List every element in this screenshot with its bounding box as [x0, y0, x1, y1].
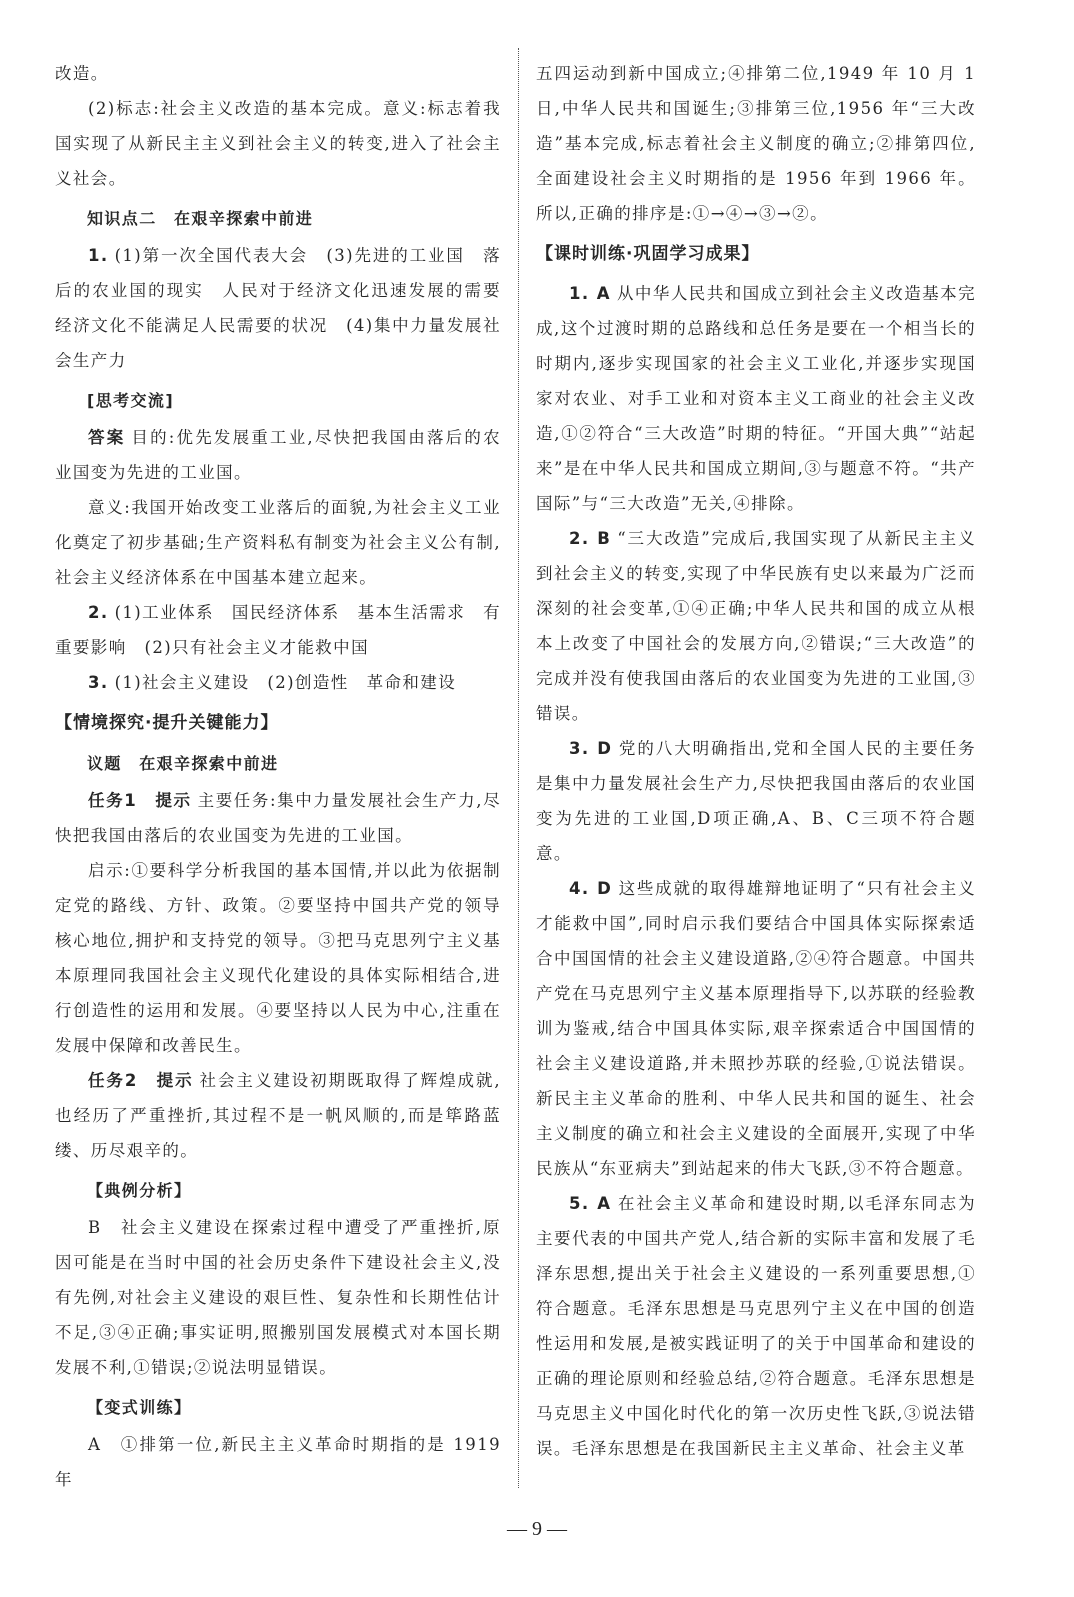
paragraph-text: 党的八大明确指出,党和全国人民的主要任务是集中力量发展社会生产力,尽快把我国由落后的农业国变为先进的工业国,D项正确,A、B、C三项不符合题意。 [536, 739, 976, 863]
paragraph-text: B 社会主义建设在探索过程中遭受了严重挫折,原因可能是在当时中国的社会历史条件下建设社会主义,没有先例,对社会主义建设的艰巨性、复杂性和长期性估计不足,③④正确;事实证明,照搬别国发展模式对本国长期发展不利,①错误;②说法明显错误。 [55, 1218, 501, 1377]
paragraph-text: 【情境探究·提升关键能力】 [55, 713, 279, 733]
paragraph [536, 871, 976, 1186]
subheading [55, 201, 501, 236]
paragraph-text: 在社会主义革命和建设时期,以毛泽东同志为主要代表的中国共产党人,结合新的实际丰富和发展了毛泽东思想,提出关于社会主义建设的一系列重要思想,①符合题意。毛泽东思想是马克思列宁主义在中国的创造性运用和发展,是被实践证明了的关于中国革命和建设的正确的理论原则和经验总结,②符合题意。毛泽东思想是马克思主义中国化时代化的第一次历史性飞跃,③说法错误。毛泽东思想是在我国新民主主义革命、社会主义革 [536, 1194, 976, 1458]
paragraph-text: 意义:我国开始改变工业落后的面貌,为社会主义工业化奠定了初步基础;生产资料私有制变为社会主义公有制,社会主义经济体系在中国基本建立起来。 [55, 498, 501, 587]
item-label: 1. [88, 246, 109, 265]
section-title [55, 706, 501, 741]
paragraph-text: 改造。 [55, 64, 109, 83]
right-column [536, 56, 976, 1466]
paragraph [536, 521, 976, 731]
paragraph [536, 1186, 976, 1466]
paragraph-text: 五四运动到新中国成立;④排第二位,1949 年 10 月 1 日,中华人民共和国诞生;③排第三位,1956 年“三大改造”基本完成,标志着社会主义制度的确立;②排第四位,全面建设社会主义时期指的是 1956 年到 1966 年。所以,正确的排序是:①→④→③→②。 [536, 64, 976, 223]
paragraph-text: 【课时训练·巩固学习成果】 [536, 244, 760, 264]
paragraph-text: 目的:优先发展重工业,尽快把我国由落后的农业国变为先进的工业国。 [55, 428, 501, 482]
subheading [55, 1173, 501, 1208]
paragraph-text: 知识点二 在艰辛探索中前进 [87, 209, 314, 228]
column-divider [518, 48, 519, 1488]
paragraph [55, 238, 519, 378]
item-label: 2. B [569, 529, 612, 548]
paragraph-text: 议题 在艰辛探索中前进 [87, 754, 279, 773]
left-column [55, 56, 519, 1497]
paragraph-text: 【变式训练】 [87, 1398, 192, 1417]
paragraph-text: (1)第一次全国代表大会 (3)先进的工业国 落后的农业国的现实 人民对于经济文化迅速发展的需要 经济文化不能满足人民需要的状况 (4)集中力量发展社会生产力 [55, 246, 519, 370]
item-label: 3. [88, 673, 109, 692]
paragraph-text: 启示:①要科学分析我国的基本国情,并以此为依据制定党的路线、方针、政策。②要坚持中国共产党的领导核心地位,拥护和支持党的领导。③把马克思列宁主义基本原理同我国社会主义现代化建设的具体实际相结合,进行创造性的运用和发展。④要坚持以人民为中心,注重在发展中保障和改善民生。 [55, 861, 501, 1055]
paragraph [536, 56, 976, 231]
item-label: 2. [88, 603, 109, 622]
paragraph [55, 1063, 501, 1168]
paragraph [55, 91, 501, 196]
item-label: 4. D [569, 879, 613, 898]
paragraph [536, 276, 976, 521]
subheading [55, 383, 501, 418]
paragraph-text: “三大改造”完成后,我国实现了从新民主主义到社会主义的转变,实现了中华民族有史以来最为广泛而深刻的社会变革,①④正确;中华人民共和国的成立从根本上改变了中国社会的发展方向,②错误;“三大改造”的完成并没有使我国由落后的农业国变为先进的工业国,③错误。 [536, 529, 977, 723]
paragraph-text: (1)社会主义建设 (2)创造性 革命和建设 [114, 673, 457, 692]
paragraph [55, 1210, 501, 1385]
item-label: 1. A [569, 284, 611, 303]
subheading [55, 1390, 501, 1425]
section-title [536, 237, 976, 272]
paragraph [55, 595, 501, 665]
page-number: — 9 — [507, 1518, 567, 1540]
paragraph [55, 783, 501, 853]
item-label: 3. D [569, 739, 613, 758]
paragraph-text: A ①排第一位,新民主主义革命时期指的是 1919 年 [55, 1435, 501, 1489]
paragraph-text: [思考交流] [87, 391, 175, 410]
paragraph [55, 1427, 501, 1497]
paragraph [55, 56, 501, 91]
paragraph-text: (1)工业体系 国民经济体系 基本生活需求 有重要影响 (2)只有社会主义才能救中国 [55, 603, 501, 657]
item-label: 答案 [88, 428, 126, 447]
paragraph-text: (2)标志:社会主义改造的基本完成。意义:标志着我国实现了从新民主主义到社会主义的转变,进入了社会主义社会。 [55, 99, 501, 188]
paragraph [536, 731, 976, 871]
paragraph [55, 853, 501, 1063]
paragraph-text: 社会主义建设初期既取得了辉煌成就,也经历了严重挫折,其过程不是一帆风顺的,而是筚路蓝缕、历尽艰辛的。 [55, 1071, 502, 1160]
paragraph-text: 这些成就的取得雄辩地证明了“只有社会主义才能救中国”,同时启示我们要结合中国具体实际探索适合中国国情的社会主义建设道路,②④符合题意。中国共产党在马克思列宁主义基本原理指导下,以苏联的经验教训为鉴戒,结合中国具体实际,艰辛探索适合中国国情的社会主义建设道路,并未照抄苏联的经验,①说法错误。新民主主义革命的胜利、中华人民共和国的诞生、社会主义制度的确立和社会主义建设的全面展开,实现了中华民族从“东亚病夫”到站起来的伟大飞跃,③不符合题意。 [536, 879, 976, 1178]
paragraph-text: 从中华人民共和国成立到社会主义改造基本完成,这个过渡时期的总路线和总任务是要在一个相当长的时期内,逐步实现国家的社会主义工业化,并逐步实现国家对农业、对手工业和对资本主义工商业的社会主义改造,①②符合“三大改造”时期的特征。“开国大典”“站起来”是在中华人民共和国成立期间,③与题意不符。“共产国际”与“三大改造”无关,④排除。 [536, 284, 976, 513]
item-label: 任务2 提示 [88, 1071, 194, 1090]
item-label: 任务1 提示 [88, 791, 192, 810]
paragraph-text: 【典例分析】 [87, 1181, 192, 1200]
paragraph [55, 665, 501, 700]
paragraph [55, 490, 501, 595]
subheading [55, 746, 501, 781]
item-label: 5. A [569, 1194, 612, 1213]
paragraph [55, 420, 501, 490]
paragraph-text: 主要任务:集中力量发展社会生产力,尽快把我国由落后的农业国变为先进的工业国。 [55, 791, 501, 845]
